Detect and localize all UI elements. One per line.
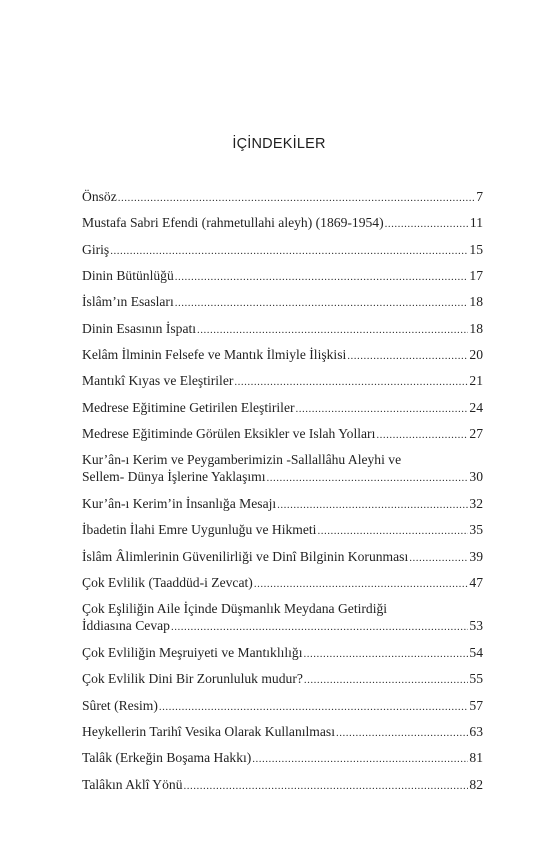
toc-entry-page: 20 [469, 347, 483, 363]
toc-entry-title: Giriş [82, 241, 110, 257]
toc-entry-title: İslâm’ın Esasları [82, 294, 174, 310]
toc-entry [82, 600, 483, 636]
dot-leader [304, 672, 469, 689]
toc-entry-page: 32 [469, 496, 483, 512]
toc-entry [82, 574, 483, 593]
toc-entry [82, 495, 483, 514]
toc-entry [82, 293, 483, 312]
dot-leader [267, 470, 469, 487]
toc-entry-title: Heykellerin Tarihî Vesika Olarak Kullanılması [82, 724, 335, 740]
dot-leader [252, 751, 468, 768]
page-title: İÇİNDEKİLER [232, 136, 326, 152]
toc-entry-page: 21 [469, 373, 483, 389]
dot-leader [385, 216, 469, 233]
toc-entry-title: İddiasına Cevap [82, 618, 170, 634]
dot-leader [234, 374, 468, 391]
toc-entry-title-line1: Kur’ân-ı Kerim ve Peygamberimizin -Sallallâhu Aleyhi ve [82, 452, 402, 468]
toc-entry [82, 723, 483, 742]
toc-entry [82, 320, 483, 339]
dot-leader [304, 646, 469, 663]
toc-entry-title: Sûret (Resim) [82, 697, 158, 713]
toc-entry-page: 35 [469, 522, 483, 538]
dot-leader [336, 725, 468, 742]
toc-entry-page: 55 [469, 671, 483, 687]
toc-entry [82, 346, 483, 365]
dot-leader [184, 778, 469, 795]
toc-entry-title: İbadetin İlahi Emre Uygunluğu ve Hikmeti [82, 522, 317, 538]
toc-entry-page: 18 [469, 294, 483, 310]
toc-entry-page: 39 [469, 548, 483, 564]
toc-entry [82, 521, 483, 540]
toc-entry-title: Medrese Eğitimine Getirilen Eleştiriler [82, 399, 295, 415]
toc-entry-title: Medrese Eğitiminde Görülen Eksikler ve Islah Yolları [82, 426, 376, 442]
dot-leader [110, 243, 468, 260]
toc-entry-page: 7 [476, 189, 483, 204]
toc-entry [82, 425, 483, 444]
toc-entry-title: Talâk (Erkeğin Boşama Hakkı) [82, 750, 252, 766]
toc-entry [82, 776, 483, 795]
toc-entry-page: 53 [469, 618, 483, 634]
toc-entry-title: Kur’ân-ı Kerim’in İnsanlığa Mesajı [82, 496, 277, 512]
toc-entry-title: Dinin Bütünlüğü [82, 268, 174, 284]
toc-entry-title: Kelâm İlminin Felsefe ve Mantık İlmiyle İlişkisi [82, 347, 347, 363]
toc-entry-title: Mustafa Sabri Efendi (rahmetullahi aleyh) (1869-1954) [82, 215, 384, 231]
toc-entry [82, 644, 483, 663]
dot-leader [317, 523, 468, 540]
toc-entry [82, 267, 483, 286]
toc-entry-page: 81 [469, 750, 483, 766]
toc-entry [82, 399, 483, 418]
toc-entry [82, 451, 483, 487]
toc-entry-page: 82 [469, 776, 483, 792]
toc-entry [82, 241, 483, 260]
dot-leader [277, 497, 468, 514]
toc-entry-page: 63 [469, 724, 483, 740]
toc-entry-title: Sellem- Dünya İşlerine Yaklaşımı [82, 469, 266, 485]
toc-entry [82, 749, 483, 768]
toc-entry-title: Çok Evlilik Dini Bir Zorunluluk mudur? [82, 671, 303, 687]
toc-entry-page: 54 [469, 645, 483, 660]
dot-leader [175, 269, 469, 286]
dot-leader [171, 619, 468, 636]
toc-entry-page: 27 [469, 426, 483, 442]
toc-entry-page: 15 [469, 241, 483, 257]
toc-entry-title: Talâkın Aklî Yönü [82, 776, 183, 792]
dot-leader [409, 550, 468, 567]
toc-entry-page: 57 [469, 697, 483, 713]
dot-leader [159, 699, 469, 716]
toc-entry-page: 24 [469, 399, 483, 415]
table-of-contents [82, 188, 483, 802]
toc-entry-title: İslâm Âlimlerinin Güvenilirliği ve Dinî Bilginin Korunması [82, 548, 409, 564]
dot-leader [175, 295, 469, 312]
toc-entry [82, 372, 483, 391]
toc-entry-page: 47 [469, 575, 483, 591]
toc-entry-title: Çok Evliliğin Meşruiyeti ve Mantıklılığı [82, 645, 303, 660]
toc-entry-page: 11 [469, 215, 483, 231]
toc-entry-page: 18 [469, 320, 483, 336]
toc-entry [82, 670, 483, 689]
toc-entry [82, 548, 483, 567]
toc-entry [82, 214, 483, 233]
toc-entry-title: Önsöz [82, 189, 117, 204]
toc-entry-page: 30 [469, 469, 483, 485]
toc-entry-title: Çok Evlilik (Taaddüd-i Zevcat) [82, 575, 253, 591]
dot-leader [347, 348, 468, 365]
toc-entry-title: Dinin Esasının İspatı [82, 320, 197, 336]
toc-entry-title: Mantıkî Kıyas ve Eleştiriler [82, 373, 234, 389]
toc-entry-title-line1: Çok Eşliliğin Aile İçinde Düşmanlık Meydana Getirdiği [82, 601, 388, 617]
dot-leader [376, 427, 468, 444]
dot-leader [118, 190, 475, 207]
toc-entry [82, 697, 483, 716]
toc-entry-page: 17 [469, 268, 483, 284]
dot-leader [197, 322, 468, 339]
dot-leader [296, 401, 469, 418]
dot-leader [254, 576, 469, 593]
toc-entry [82, 188, 483, 207]
